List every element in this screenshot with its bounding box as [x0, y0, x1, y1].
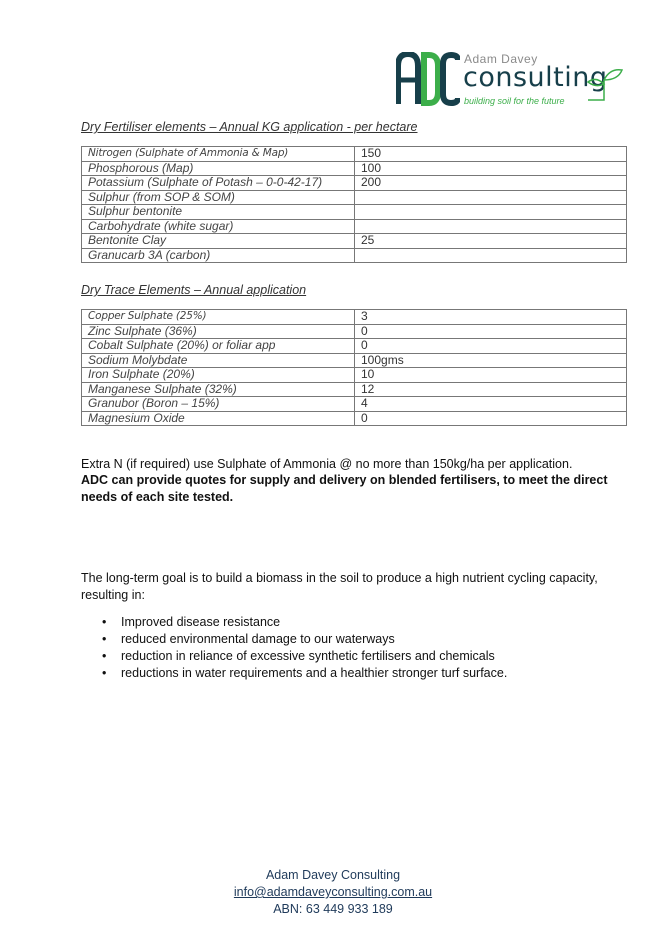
list-item: • Improved disease resistance	[102, 615, 281, 629]
element-cell: Nitrogen (Sulphate of Ammonia & Map)	[82, 147, 355, 162]
table-row	[82, 310, 627, 325]
list-item: • reduced environmental damage to our waterways	[102, 632, 395, 646]
value-cell: 10	[355, 368, 627, 383]
table-row	[82, 324, 627, 339]
value-cell	[355, 205, 627, 220]
table-row	[82, 234, 627, 249]
table-row	[82, 219, 627, 234]
footer-email-row	[0, 884, 666, 901]
element-cell: Carbohydrate (white sugar)	[82, 219, 355, 234]
table-row	[82, 176, 627, 191]
table-row	[82, 205, 627, 220]
element-cell: Cobalt Sulphate (20%) or foliar app	[82, 339, 355, 354]
table-row	[82, 248, 627, 263]
table-row	[82, 397, 627, 412]
value-cell	[355, 190, 627, 205]
logo-name: Adam Davey	[464, 52, 538, 66]
value-cell	[355, 248, 627, 263]
value-cell: 100gms	[355, 353, 627, 368]
bullet-icon: •	[102, 666, 107, 680]
adc-monogram-icon	[396, 52, 460, 106]
fertiliser-table	[81, 146, 627, 263]
value-cell: 12	[355, 382, 627, 397]
list-item: • reductions in water requirements and a healthier stronger turf surface.	[102, 666, 508, 680]
element-cell: Granucarb 3A (carbon)	[82, 248, 355, 263]
logo-wordmark: consulting	[463, 62, 608, 93]
element-cell: Sulphur bentonite	[82, 205, 355, 220]
bullet-icon: •	[102, 615, 107, 629]
value-cell: 4	[355, 397, 627, 412]
value-cell: 0	[355, 339, 627, 354]
fertiliser-heading: Dry Fertiliser elements – Annual KG application - per hectare	[81, 120, 418, 134]
value-cell: 150	[355, 147, 627, 162]
table-row	[82, 147, 627, 162]
value-cell: 25	[355, 234, 627, 249]
quotes-note: ADC can provide quotes for supply and delivery on blended fertilisers, to meet the direct needs of each site tested.	[81, 473, 608, 504]
element-cell: Manganese Sulphate (32%)	[82, 382, 355, 397]
element-cell: Bentonite Clay	[82, 234, 355, 249]
element-cell: Sulphur (from SOP & SOM)	[82, 190, 355, 205]
list-item: • reduction in reliance of excessive synthetic fertilisers and chemicals	[102, 649, 495, 663]
element-cell: Potassium (Sulphate of Potash – 0-0-42-17)	[82, 176, 355, 191]
value-cell: 0	[355, 324, 627, 339]
element-cell: Iron Sulphate (20%)	[82, 368, 355, 383]
value-cell: 100	[355, 161, 627, 176]
value-cell: 3	[355, 310, 627, 325]
footer-company: Adam Davey Consulting	[265, 868, 401, 882]
trace-heading: Dry Trace Elements – Annual application	[81, 283, 307, 297]
value-cell: 200	[355, 176, 627, 191]
element-cell: Zinc Sulphate (36%)	[82, 324, 355, 339]
value-cell	[355, 219, 627, 234]
extra-n-note: Extra N (if required) use Sulphate of Ammonia @ no more than 150kg/ha per application.	[81, 457, 573, 471]
element-cell: Magnesium Oxide	[82, 411, 355, 426]
bullet-icon: •	[102, 649, 107, 663]
element-cell: Phosphorous (Map)	[82, 161, 355, 176]
benefits-list	[81, 614, 507, 682]
table-row	[82, 339, 627, 354]
value-cell: 0	[355, 411, 627, 426]
table-row	[82, 411, 627, 426]
footer-email-link[interactable]: info@adamdaveyconsulting.com.au	[233, 885, 433, 899]
bullet-icon: •	[102, 632, 107, 646]
company-logo	[396, 50, 626, 110]
trace-table	[81, 309, 627, 426]
table-row	[82, 161, 627, 176]
element-cell: Granubor (Boron – 15%)	[82, 397, 355, 412]
goal-intro: The long-term goal is to build a biomass in the soil to produce a high nutrient cycling capacity, resulting in:	[81, 571, 598, 602]
element-cell: Copper Sulphate (25%)	[82, 310, 355, 325]
sprout-leaf-icon	[584, 66, 624, 102]
table-row	[82, 353, 627, 368]
table-row	[82, 382, 627, 397]
footer-abn: ABN: 63 449 933 189	[273, 902, 393, 916]
logo-tagline: building soil for the future	[464, 96, 565, 106]
table-row	[82, 190, 627, 205]
element-cell: Sodium Molybdate	[82, 353, 355, 368]
table-row	[82, 368, 627, 383]
